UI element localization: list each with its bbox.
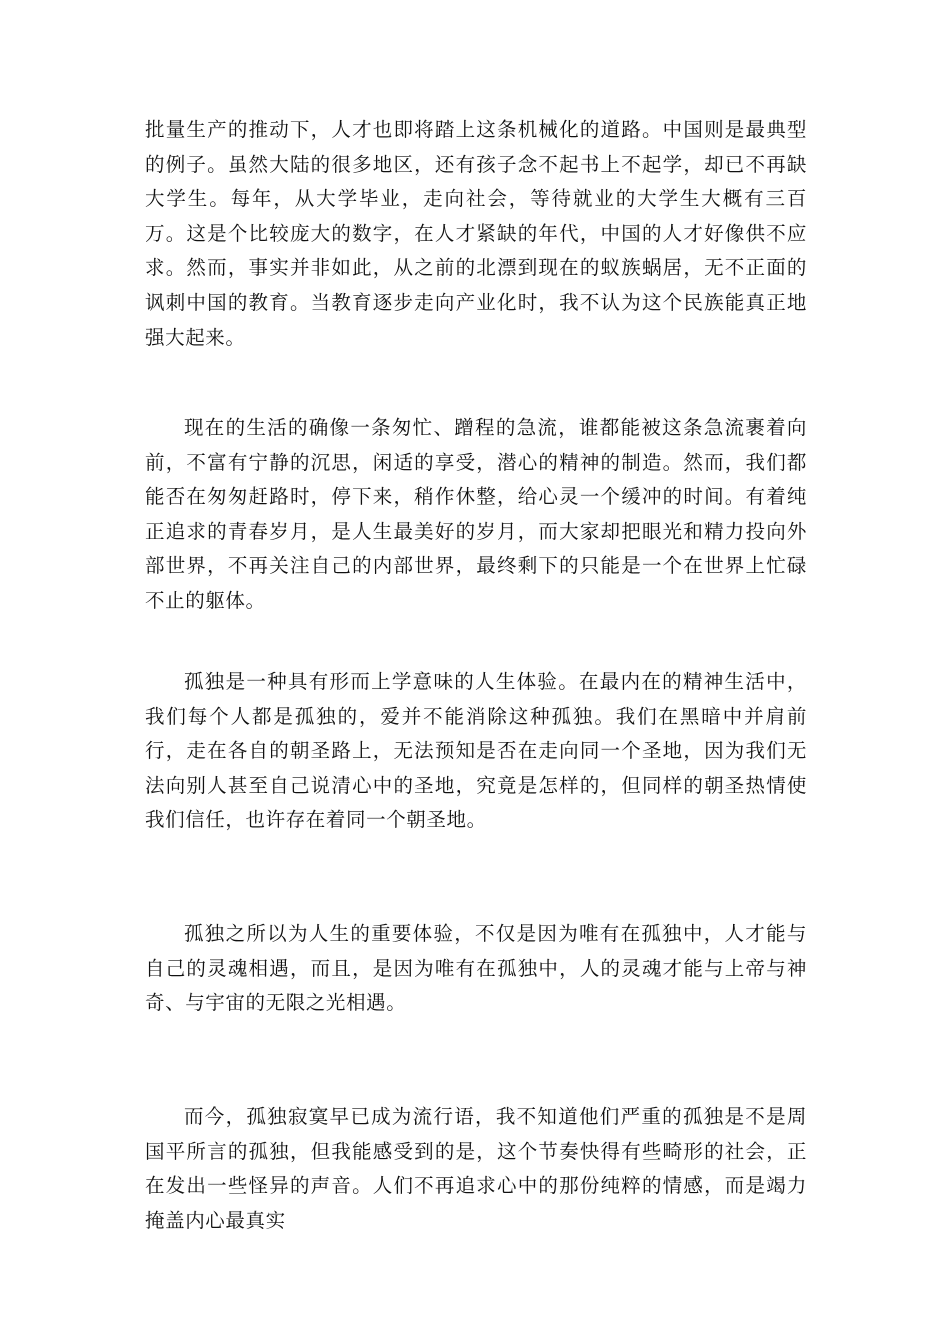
paragraph-continued: 批量生产的推动下，人才也即将踏上这条机械化的道路。中国则是最典型的例子。虽然大陆的很多地区，还有孩子念不起书上不起学，却已不再缺大学生。每年，从大学毕业，走向社会，等待就业的大学生大概有三百万。这是个比较庞大的数字，在人才紧缺的年代，中国的人才好像供不应求。然而，事实并非如此，从之前的北漂到现在的蚁族蜗居，无不正面的讽刺中国的教育。当教育逐步走向产业化时，我不认为这个民族能真正地强大起来。 bbox=[145, 118, 807, 349]
paragraph: 而今，孤独寂寞早已成为流行语，我不知道他们严重的孤独是不是周国平所言的孤独，但我能感受到的是，这个节奏快得有些畸形的社会，正在发出一些怪异的声音。人们不再追求心中的那份纯粹的情感，而是竭力掩盖内心最真实 bbox=[145, 1105, 807, 1232]
paragraph: 孤独之所以为人生的重要体验，不仅是因为唯有在孤独中，人才能与自己的灵魂相遇，而且，是因为唯有在孤独中，人的灵魂才能与上帝与神奇、与宇宙的无限之光相遇。 bbox=[145, 922, 807, 1015]
paragraph: 孤独是一种具有形而上学意味的人生体验。在最内在的精神生活中，我们每个人都是孤独的，爱并不能消除这种孤独。我们在黑暗中并肩前行，走在各自的朝圣路上，无法预知是否在走向同一个圣地，因为我们无法向别人甚至自己说清心中的圣地，究竟是怎样的，但同样的朝圣热情使我们信任，也许存在着同一个朝圣地。 bbox=[145, 670, 807, 832]
paragraph: 现在的生活的确像一条匆忙、蹭程的急流，谁都能被这条急流裹着向前，不富有宁静的沉思，闲适的享受，潜心的精神的制造。然而，我们都能否在匆匆赶路时，停下来，稍作休整，给心灵一个缓冲的时间。有着纯正追求的青春岁月，是人生最美好的岁月，而大家却把眼光和精力投向外部世界，不再关注自己的内部世界，最终剩下的只能是一个在世界上忙碌不止的躯体。 bbox=[145, 416, 807, 612]
